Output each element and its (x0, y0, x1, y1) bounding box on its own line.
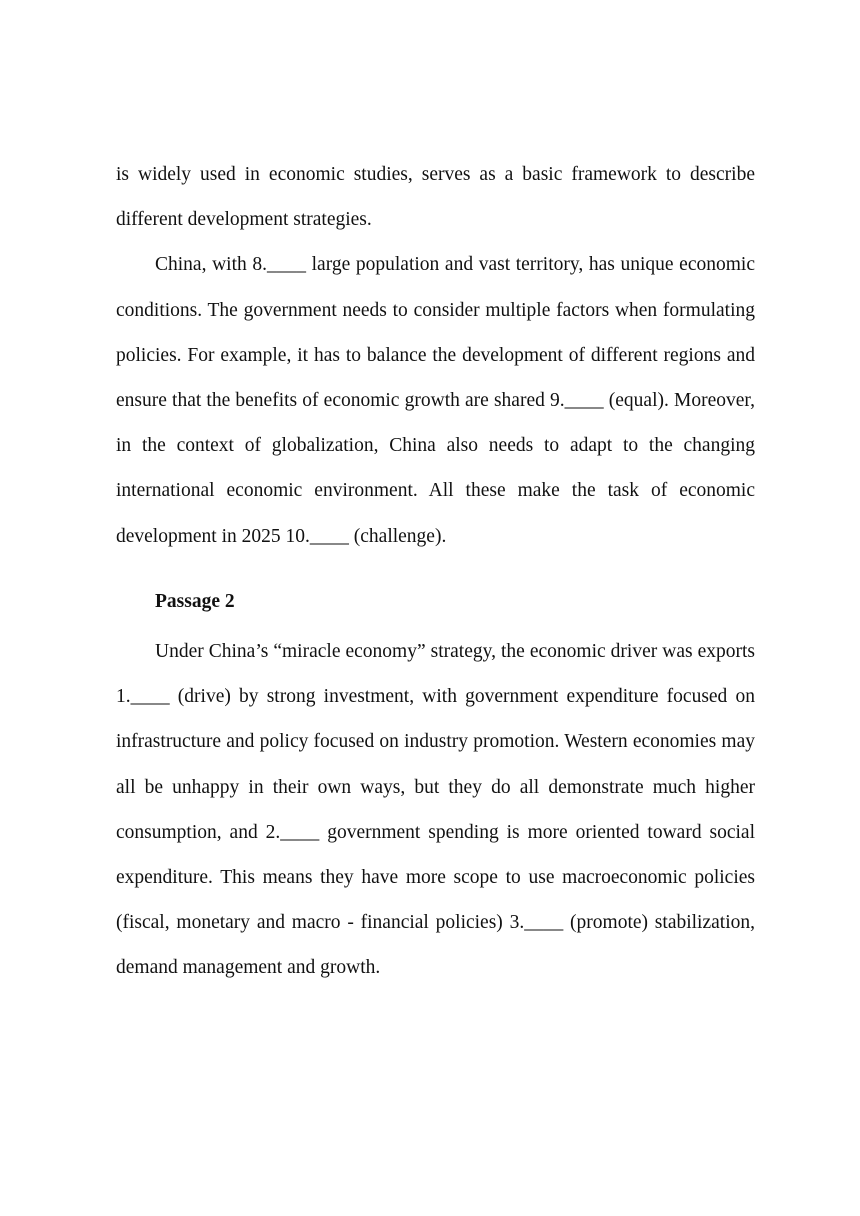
passage2-heading: Passage 2 (155, 590, 235, 612)
spacer (116, 559, 755, 579)
passage1-paragraph-china: China, with 8.____ large population and vast territory, has unique economic conditions. The government needs to consider multiple factors when formulating policies. For example, it has to balance the development of different regions and ensure that the benefits of economic growth are shared 9.____ (equal). Moreover, in the context of globalization, China also needs to adapt to the changing international economic environment. All these make the task of economic development in 2025 10.____ (challenge). (116, 254, 755, 547)
document-page (116, 152, 755, 991)
passage2-paragraph: Under China’s “miracle economy” strategy, the economic driver was exports 1.____ (drive) by strong investment, with government expenditure focused on infrastructure and policy focused on industry promotion. Western economies may all be unhappy in their own ways, but they do all demonstrate much higher consumption, and 2.____ government spending is more oriented toward social expenditure. This means they have more scope to use macroeconomic policies (fiscal, monetary and macro - financial policies) 3.____ (promote) stabilization, demand management and growth. (116, 641, 755, 979)
passage1-continuation-paragraph: is widely used in economic studies, serves as a basic framework to describe different development strategies. (116, 164, 755, 231)
